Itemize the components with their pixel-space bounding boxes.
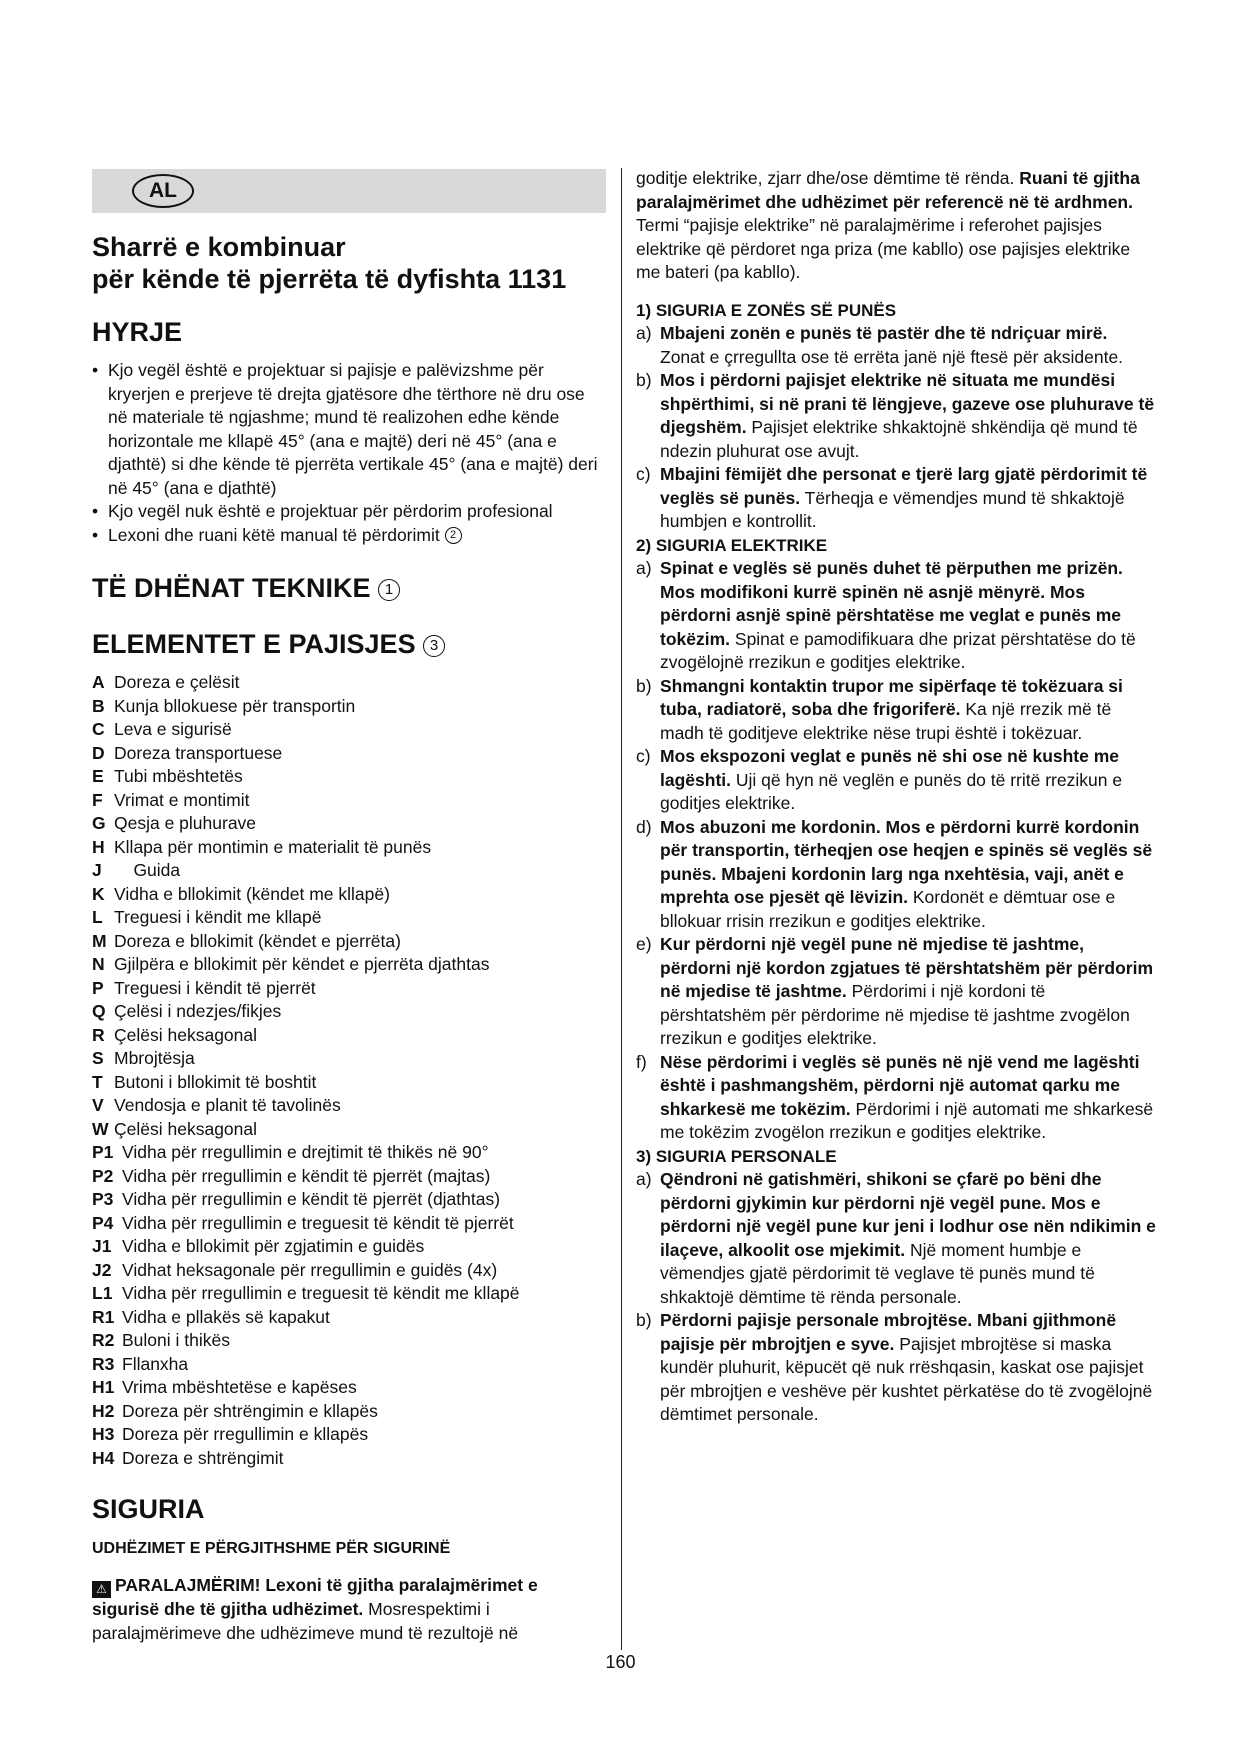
part-label: Vrima mbështetëse e kapëses — [122, 1377, 357, 1397]
safety-item-bold: Mos abuzoni me kordonin. Mos e përdorni kurrë kordonin për transportin, tërheqjen ose heqjen e spinës së veglës së punës. Mbajeni kordonin larg nga nxehtësia, vaji, anët e mprehta ose pjesët që lëvizin. — [660, 816, 1153, 907]
part-key: J — [92, 860, 102, 880]
parts-list-item — [92, 836, 606, 860]
warning-paragraph: ⚠ PARALAJMËRIM! Lexoni të gjitha paralajmërimet e sigurisë dhe të gjitha udhëzimet. Mosrespektimi i paralajmërimeve dhe udhëzimeve mund të rezultojë në — [92, 1575, 538, 1643]
part-key: P — [92, 977, 104, 998]
parts-list-item — [92, 1212, 606, 1236]
part-key: H — [92, 836, 105, 857]
figure-ref-2: 2 — [445, 527, 462, 544]
part-label: Doreza për rregullimin e kllapës — [122, 1424, 369, 1444]
safety-subheading: UDHËZIMET E PËRGJITHSHME PËR SIGURINË — [92, 1540, 451, 1557]
part-key: J2 — [92, 1259, 112, 1280]
page-title — [92, 231, 606, 295]
safety-item-text: Zonat e çrregullta ose të errëta janë një ftesë për aksidente. — [660, 346, 1124, 367]
safety-item-bold: Mos ekspozoni veglat e punës në shi ose në kushte me lagështi. — [660, 746, 1120, 790]
safety-item-text: Kordonët e dëmtuar ose e bllokuar rrisin rrezikun e goditjes elektrike. — [660, 887, 1116, 931]
part-key: R3 — [92, 1353, 115, 1374]
parts-list-item — [92, 1376, 606, 1400]
part-label: Vidha për rregullimin e këndit të pjerrët (djathtas) — [122, 1189, 501, 1209]
parts-list-item — [92, 1118, 606, 1142]
part-key: E — [92, 766, 104, 786]
part-label: Buloni i thikës — [122, 1330, 230, 1350]
part-label: Fllanxha — [122, 1353, 189, 1374]
part-key: D — [92, 742, 105, 763]
part-key: R — [92, 1024, 105, 1045]
parts-list-item — [92, 930, 606, 954]
safety-item — [636, 675, 1156, 746]
safety-item — [636, 933, 1156, 1051]
safety-intro-continued: goditje elektrike, zjarr dhe/ose dëmtime të rënda. Ruani të gjitha paralajmërimet dhe udhëzimet për referencë në të ardhmen. Termi “pajisje elektrike” në paralajmërime i referohet pajisjes elektrike që përdoret nga priza (me kabllo) ose pajisjes elektrike me bateri (pa kabllo). — [636, 168, 1140, 282]
part-label: Doreza për shtrëngimin e kllapës — [122, 1400, 378, 1421]
part-label: Mbrojtësja — [114, 1048, 195, 1068]
part-key: J1 — [92, 1236, 112, 1256]
part-key: H3 — [92, 1424, 115, 1444]
safety-item-text: Përdorimi i një automati me shkarkesë me tokëzim zvogëlon rrezikun e goditjes elektrike. — [660, 1098, 1154, 1142]
safety-item-text: Pajisjet elektrike shkaktojnë shkëndija që mund të ndezin pluhurat ose avujt. — [660, 417, 1138, 461]
safety-item-bold: Mbajeni zonën e punës të pastër dhe të ndriçuar mirë. — [660, 323, 1108, 343]
safety-sections — [636, 299, 1156, 1427]
parts-list-item — [92, 1447, 606, 1471]
part-key: Q — [92, 1001, 106, 1021]
safety-item-bold: Përdorni pajisje personale mbrojtëse. Mbani gjithmonë pajisje për mbrojtjen e syve. — [660, 1310, 1117, 1354]
parts-list-item — [92, 1188, 606, 1212]
part-label: Doreza e shtrëngimit — [122, 1447, 284, 1468]
parts-list-item — [92, 1259, 606, 1283]
safety-item-label: d) — [636, 816, 652, 837]
parts-list-item — [92, 1047, 606, 1071]
parts-list-item — [92, 977, 606, 1001]
part-label: Çelësi heksagonal — [114, 1118, 258, 1139]
safety-item — [636, 1168, 1156, 1309]
right-column — [636, 167, 1156, 1427]
part-key: B — [92, 695, 105, 716]
part-label: Vendosja e planit të tavolinës — [114, 1095, 341, 1115]
parts-list-item — [92, 695, 606, 719]
part-key: C — [92, 719, 105, 739]
part-label: Doreza transportuese — [114, 742, 283, 763]
tech-data-heading: TË DHËNAT TEKNIKE 1 — [92, 571, 606, 605]
intro-heading: HYRJE — [92, 317, 183, 347]
intro-bullet: • Lexoni dhe ruani këtë manual të përdorimit 2 — [92, 524, 606, 548]
part-key: V — [92, 1095, 104, 1115]
safety-item-text: Një moment humbje e vëmendjes gjatë përdorimit të veglave të punës mund të shkaktojë dëmtime të rënda personale. — [660, 1239, 1095, 1307]
parts-list-item — [92, 1094, 606, 1118]
safety-item-text: Pajisjet mbrojtëse si maska kundër pluhurit, këpucët që nuk rrëshqasin, kaskat ose pajisjet për mbrojtjen e veshëve për kushtet përkatëse do të zvogëlojnë dëmtimet personale. — [660, 1333, 1153, 1424]
part-label: Doreza e bllokimit (këndet e pjerrëta) — [114, 930, 401, 951]
part-label: Butoni i bllokimit të boshtit — [114, 1071, 317, 1092]
part-label: Treguesi i këndit me kllapë — [114, 907, 322, 927]
safety-item-bold: Spinat e veglës së punës duhet të përputhen me prizën. Mos modifikoni kurrë spinën në asnjë mënyrë. Mos përdorni asnjë spinë përshtatëse me veglat e punës me tokëzim. — [660, 558, 1123, 649]
safety-item-bold: Qëndroni në gatishmëri, shikoni se çfarë po bëni dhe përdorni gjykimin kur përdorni një vegël pune. Mos e përdorni një vegël pune kur jeni i lodhur ose nën ndikimin e ilaçeve, alkoolit ose mjekimit. — [660, 1169, 1156, 1260]
safety-item-label: f) — [636, 1051, 647, 1072]
safety-item — [636, 816, 1156, 934]
parts-list-item — [92, 1024, 606, 1048]
parts-list-item — [92, 1306, 606, 1330]
part-key: P4 — [92, 1212, 114, 1233]
safety-item — [636, 1051, 1156, 1145]
part-key: R1 — [92, 1306, 115, 1327]
intro-bullet: • Kjo vegël është e projektuar si pajisje e palëvizshme për kryerjen e prerjeve të drejta gjatësore dhe tërthore në dru ose në materiale të ngjashme; mund të realizohen edhe kënde horizontale me kllapë 45° (ana e majtë) deri në 45° (ana e djathtë) si dhe kënde të pjerrëta vertikale 45° (ana e majtë) deri në 45° (ana e djathtë) — [92, 360, 598, 498]
safety-item — [636, 1309, 1156, 1427]
parts-list-item — [92, 1165, 606, 1189]
parts-list-item — [92, 671, 606, 695]
parts-list-item — [92, 859, 606, 883]
safety-item-label: c) — [636, 464, 651, 484]
part-key: K — [92, 883, 105, 904]
part-label: Vidha e pllakës së kapakut — [122, 1306, 330, 1327]
page-number: 160 — [605, 1652, 636, 1672]
left-column — [92, 169, 606, 1645]
part-key: H2 — [92, 1400, 115, 1421]
part-key: L1 — [92, 1283, 113, 1303]
safety-item — [636, 463, 1156, 534]
language-badge: AL — [132, 174, 194, 208]
part-key: S — [92, 1048, 104, 1068]
part-key: A — [92, 672, 105, 692]
safety-item — [636, 322, 1156, 369]
safety-item-bold: Mbajini fëmijët dhe personat e tjerë larg gjatë përdorimit të veglës së punës. — [660, 464, 1148, 508]
figure-ref-1: 1 — [378, 579, 400, 601]
parts-list-item — [92, 742, 606, 766]
safety-item-label: a) — [636, 323, 652, 343]
part-label: Vidha për rregullimin e këndit të pjerrët (majtas) — [122, 1165, 491, 1186]
parts-list-item — [92, 1071, 606, 1095]
part-key: H4 — [92, 1447, 115, 1468]
part-label: Vrimat e montimit — [114, 789, 250, 810]
safety-item-text: Uji që hyn në veglën e punës do të rritë rrezikun e goditjes elektrike. — [660, 769, 1123, 813]
safety-item-label: b) — [636, 1310, 652, 1330]
parts-list-item — [92, 1141, 606, 1165]
title-line-1: Sharrë e kombinuar — [92, 232, 346, 262]
part-key: F — [92, 789, 103, 810]
figure-ref-3: 3 — [423, 635, 445, 657]
safety-item-bold: Nëse përdorimi i veglës së punës në një vend me lagështi është i pashmangshëm, përdorni një automat qarku me shkarkesë me tokëzim. — [660, 1051, 1140, 1119]
safety-item — [636, 557, 1156, 675]
part-key: R2 — [92, 1330, 115, 1350]
part-key: M — [92, 930, 107, 951]
safety-item-label: b) — [636, 370, 652, 390]
part-label: Vidha për rregullimin e treguesit të këndit me kllapë — [122, 1283, 520, 1303]
part-key: P3 — [92, 1189, 114, 1209]
parts-list-item — [92, 812, 606, 836]
part-label: Treguesi i këndit të pjerrët — [114, 977, 316, 998]
parts-list-item — [92, 953, 606, 977]
parts-list-item — [92, 1400, 606, 1424]
parts-list-item — [92, 883, 606, 907]
safety-item-label: b) — [636, 675, 652, 696]
safety-item-label: a) — [636, 1169, 652, 1189]
part-label: Gjilpëra e bllokimit për këndet e pjerrëta djathtas — [114, 954, 490, 974]
part-key: W — [92, 1118, 109, 1139]
safety-section-heading: 3) SIGURIA PERSONALE — [636, 1146, 837, 1166]
parts-list-item — [92, 1329, 606, 1353]
safety-item-bold: Mos i përdorni pajisjet elektrike në situata me mundësi shpërthimi, si në prani të lëngjeve, gazeve ose pluhurave të djegshëm. — [660, 370, 1155, 437]
safety-item-text: Spinat e pamodifikuara dhe prizat përshtatëse do të zvogëlojnë rrezikun e goditjes elektrike. — [660, 628, 1136, 672]
part-label: Guida — [114, 860, 181, 880]
part-label: Leva e sigurisë — [114, 719, 232, 739]
part-key: P1 — [92, 1142, 114, 1162]
parts-list-item — [92, 765, 606, 789]
safety-item-text: Tërheqja e vëmendjes mund të shkaktojë humbjen e kontrollit. — [660, 487, 1125, 531]
parts-list-item — [92, 1423, 606, 1447]
parts-list-item — [92, 789, 606, 813]
elements-heading: ELEMENTET E PAJISJES 3 — [92, 627, 606, 661]
safety-section-heading: 2) SIGURIA ELEKTRIKE — [636, 535, 828, 555]
part-label: Vidhat heksagonale për rregullimin e guidës (4x) — [122, 1259, 498, 1280]
part-label: Vidha për rregullimin e drejtimit të thikës në 90° — [122, 1142, 489, 1162]
part-label: Kunja bllokuese për transportin — [114, 695, 356, 716]
part-key: H1 — [92, 1377, 115, 1397]
safety-item-label: c) — [636, 746, 651, 766]
parts-list-item — [92, 1353, 606, 1377]
parts-list-item — [92, 718, 606, 742]
safety-item-bold: Shmangni kontaktin trupor me sipërfaqe të tokëzuara si tuba, radiatorë, soba dhe frigoriferë. — [660, 675, 1123, 719]
safety-item-label: e) — [636, 934, 652, 954]
safety-section-heading: 1) SIGURIA E ZONËS SË PUNËS — [636, 300, 897, 320]
safety-heading: SIGURIA — [92, 1494, 205, 1524]
safety-item-bold: Kur përdorni një vegël pune në mjedise të jashtme, përdorni një kordon zgjatues të përshtatshëm për përdorim në mjedise të jashtme. — [660, 934, 1154, 1001]
part-label: Çelësi i ndezjes/fikjes — [114, 1001, 282, 1021]
part-label: Vidha e bllokimit (këndet me kllapë) — [114, 883, 390, 904]
part-label: Vidha për rregullimin e treguesit të këndit të pjerrët — [122, 1212, 514, 1233]
language-header-bar — [92, 169, 606, 213]
warning-icon: ⚠ — [92, 1581, 111, 1598]
safety-item — [636, 369, 1156, 463]
part-label: Qesja e pluhurave — [114, 813, 257, 833]
parts-list-item — [92, 1235, 606, 1259]
part-label: Vidha e bllokimit për zgjatimin e guidës — [122, 1236, 425, 1256]
part-label: Kllapa për montimin e materialit të punës — [114, 836, 432, 857]
part-label: Doreza e çelësit — [114, 672, 240, 692]
part-label: Çelësi heksagonal — [114, 1024, 258, 1045]
title-line-2: për kënde të pjerrëta të dyfishta 1131 — [92, 264, 567, 294]
part-label: Tubi mbështetës — [114, 766, 243, 786]
column-divider — [621, 168, 622, 1650]
part-key: P2 — [92, 1165, 114, 1186]
parts-list-item — [92, 906, 606, 930]
part-key: L — [92, 907, 103, 927]
parts-list-item — [92, 1000, 606, 1024]
part-key: G — [92, 813, 106, 833]
safety-item — [636, 745, 1156, 816]
parts-list-item — [92, 1282, 606, 1306]
safety-item-label: a) — [636, 558, 652, 578]
parts-list — [92, 671, 606, 1470]
intro-bullet: • Kjo vegël nuk është e projektuar për përdorim profesional — [92, 501, 553, 521]
part-key: N — [92, 954, 105, 974]
intro-list — [92, 359, 606, 547]
part-key: T — [92, 1071, 103, 1092]
safety-item-text: Përdorimi i një kordoni të përshtatshëm për përdorime në mjedise të jashtme zvogëlon rrezikun e goditjes elektrike. — [660, 981, 1130, 1048]
safety-item-text: Ka një rrezik më të madh të goditjeve elektrike nëse trupi është i tokëzuar. — [660, 699, 1112, 743]
